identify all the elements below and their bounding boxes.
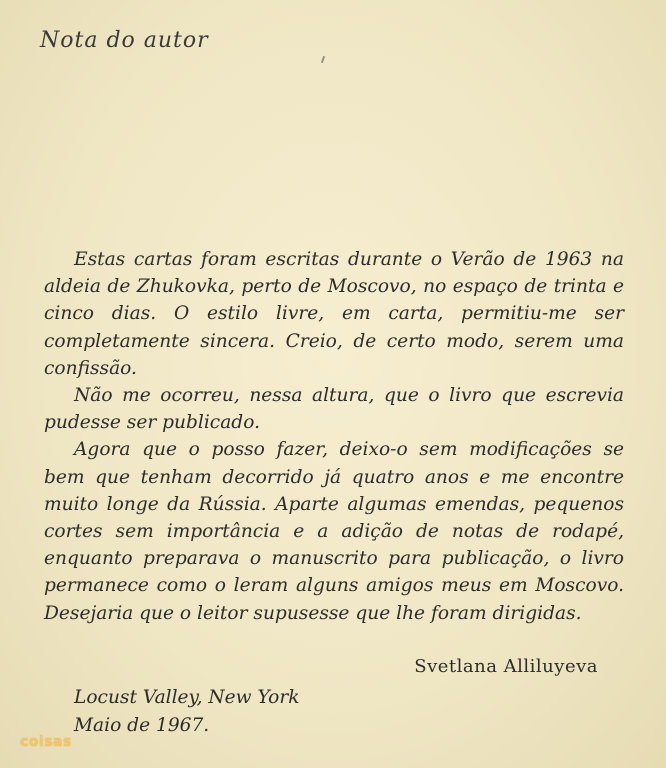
page-title: Nota do autor bbox=[40, 28, 209, 53]
place-line: Locust Valley, New York bbox=[74, 687, 300, 708]
paragraph-3: Agora que o posso fazer, deixo-o sem modificações se bem que tenham decorrido já quatro anos e me encontre muito longe da Rússia. Aparte algumas emendas, pequenos cortes sem importância e a adição de notas de rodapé, enquanto preparava o manuscrito para publicação, o livro permanece como o leram alguns amigos meus em Moscovo. Desejaria que o leitor supusesse que lhe foram dirigidas. bbox=[44, 439, 624, 624]
paragraph-2: Não me ocorreu, nessa altura, que o livro que escrevia pudesse ser publicado. bbox=[44, 385, 624, 434]
author-signature: Svetlana Alliluyeva bbox=[414, 656, 598, 677]
paper-speck bbox=[321, 56, 325, 63]
place-and-date bbox=[74, 684, 300, 739]
note-body bbox=[44, 246, 624, 627]
watermark-logo: coisas bbox=[20, 734, 72, 750]
date-line: Maio de 1967. bbox=[74, 714, 210, 736]
paragraph-1: Estas cartas foram escritas durante o Verão de 1963 na aldeia de Zhukovka, perto de Moscovo, no espaço de trinta e cinco dias. O estilo livre, em carta, permitiu-me ser completamente sincera. Creio, de certo modo, serem uma confissão. bbox=[44, 249, 624, 379]
